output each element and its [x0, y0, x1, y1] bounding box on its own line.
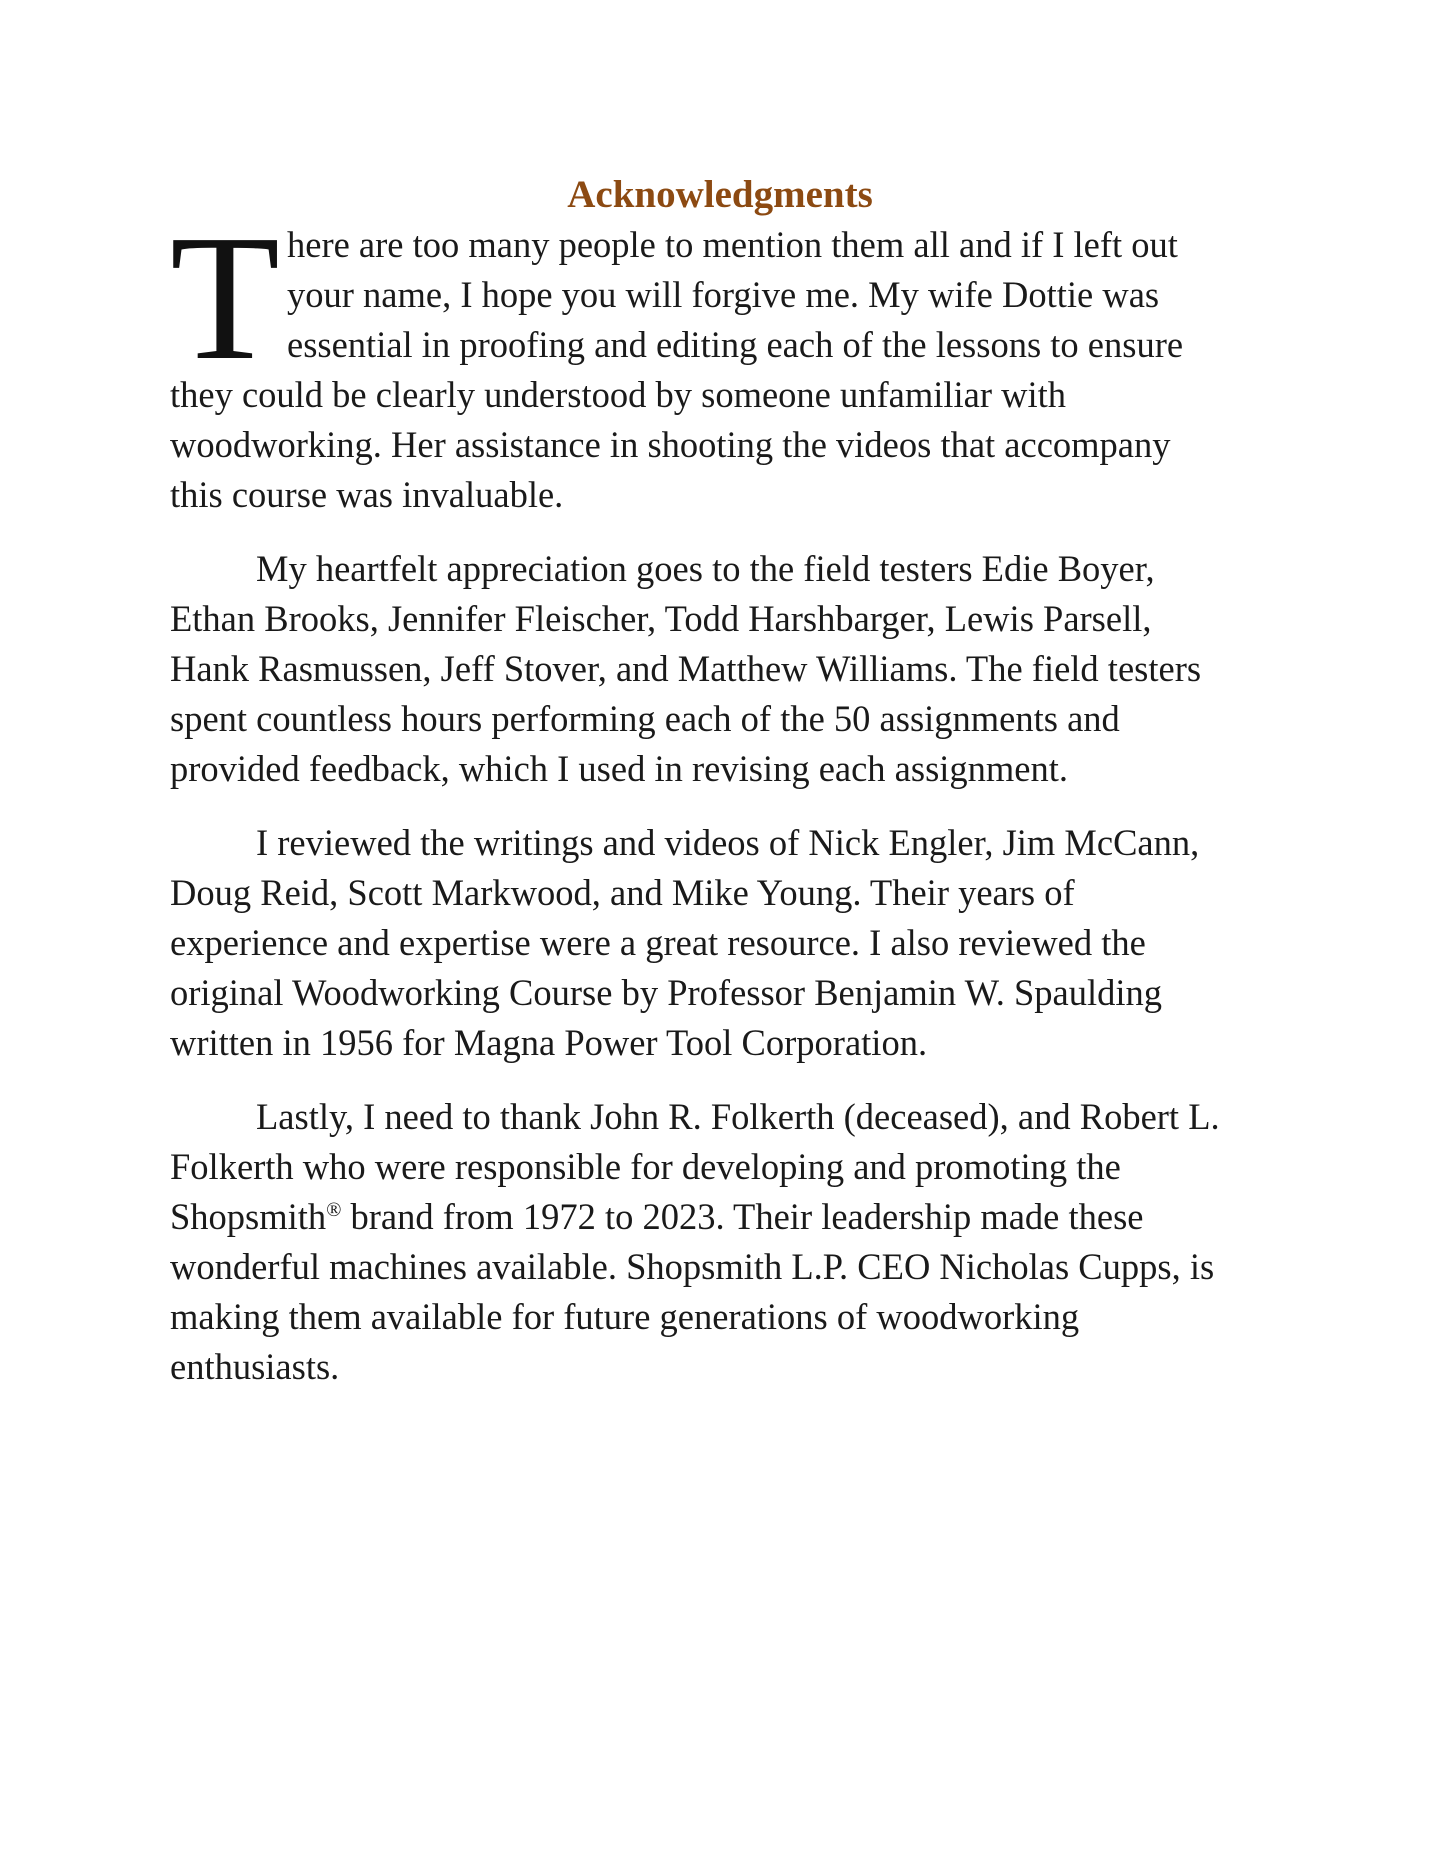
paragraph-3 [170, 818, 1270, 1068]
text-line: Lastly, I need to thank John R. Folkerth (deceased), and Robert L. [256, 1096, 1220, 1137]
brand-line-rest: brand from 1972 to 2023. Their leadership made these [341, 1196, 1144, 1237]
text-line-brand [170, 1192, 1270, 1242]
paragraph-1 [170, 198, 1270, 520]
text-line: woodworking. Her assistance in shooting the videos that accompany [170, 424, 1171, 465]
text-line: My heartfelt appreciation goes to the field testers Edie Boyer, [256, 548, 1155, 589]
text-line: making them available for future generations of woodworking [170, 1296, 1080, 1337]
text-line: they could be clearly understood by someone unfamiliar with [170, 374, 1067, 415]
registered-mark: ® [326, 1198, 342, 1221]
text-line: here are too many people to mention them all and if I left out [287, 224, 1178, 265]
text-line: wonderful machines available. Shopsmith L.P. CEO Nicholas Cupps, is [170, 1246, 1215, 1287]
brand-name: Shopsmith [170, 1196, 327, 1237]
text-line: provided feedback, which I used in revising each assignment. [170, 748, 1069, 789]
text-line: Ethan Brooks, Jennifer Fleischer, Todd Harshbarger, Lewis Parsell, [170, 598, 1152, 639]
text-line: I reviewed the writings and videos of Nick Engler, Jim McCann, [256, 822, 1200, 863]
text-line: written in 1956 for Magna Power Tool Corporation. [170, 1022, 928, 1063]
text-line: enthusiasts. [170, 1346, 340, 1387]
text-line: this course was invaluable. [170, 474, 564, 515]
text-line: spent countless hours performing each of the 50 assignments and [170, 698, 1120, 739]
page-content [170, 170, 1270, 1392]
paragraph-2 [170, 544, 1270, 794]
text-line: Folkerth who were responsible for developing and promoting the [170, 1146, 1121, 1187]
text-line: Doug Reid, Scott Markwood, and Mike Young. Their years of [170, 872, 1075, 913]
text-line: experience and expertise were a great resource. I also reviewed the [170, 922, 1146, 963]
text-line: your name, I hope you will forgive me. My wife Dottie was [287, 274, 1160, 315]
text-line: original Woodworking Course by Professor Benjamin W. Spaulding [170, 972, 1162, 1013]
text-line: essential in proofing and editing each of the lessons to ensure [287, 324, 1184, 365]
drop-cap: T [170, 198, 280, 397]
page-title: Acknowledgments [567, 173, 873, 216]
text-line: Hank Rasmussen, Jeff Stover, and Matthew Williams. The field testers [170, 648, 1202, 689]
paragraph-4 [170, 1092, 1270, 1392]
